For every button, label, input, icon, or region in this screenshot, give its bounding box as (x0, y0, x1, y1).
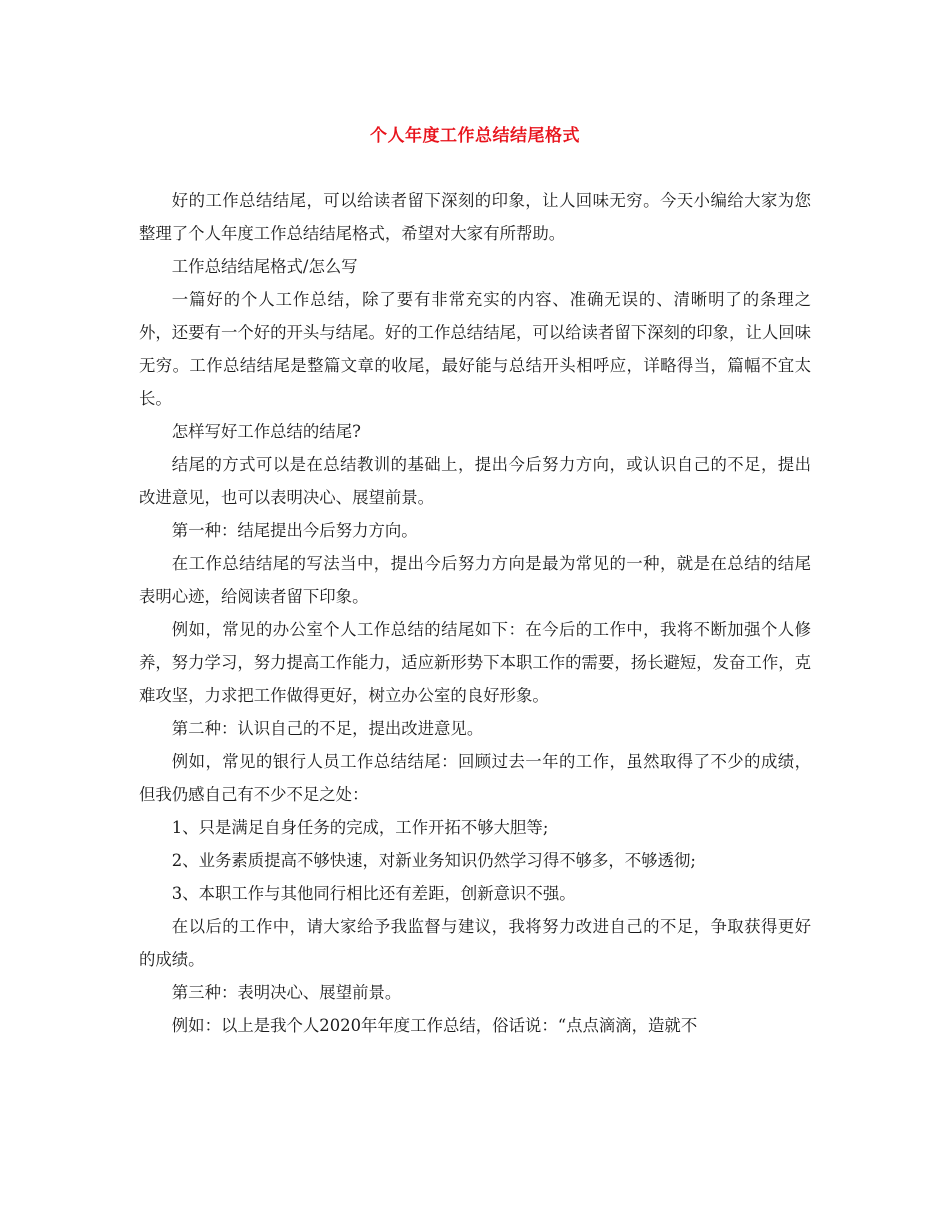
paragraph: 在以后的工作中，请大家给予我监督与建议，我将努力改进自己的不足，争取获得更好的成绩。 (139, 917, 811, 969)
list-item: 1、只是满足自身任务的完成，工作开拓不够大胆等; (171, 818, 549, 837)
section-heading-format: 工作总结结尾格式/怎么写 (171, 257, 358, 276)
method-heading-1: 第一种：结尾提出今后努力方向。 (171, 521, 418, 540)
method-heading-3: 第三种：表明决心、展望前景。 (171, 983, 402, 1002)
paragraph: 一篇好的个人工作总结，除了要有非常充实的内容、准确无误的、清晰明了的条理之外，还要有一个好的开头与结尾。好的工作总结结尾，可以给读者留下深刻的印象，让人回味无穷。工作总结结尾是整篇文章的收尾，最好能与总结开头相呼应，详略得当，篇幅不宜太长。 (139, 290, 812, 408)
list-item: 2、业务素质提高不够快速，对新业务知识仍然学习得不够多，不够透彻; (171, 851, 696, 870)
paragraph-example: 例如，常见的银行人员工作总结结尾：回顾过去一年的工作，虽然取得了不少的成绩，但我仍感自己有不少不足之处： (139, 752, 811, 804)
paragraph: 在工作总结结尾的写法当中，提出今后努力方向是最为常见的一种，就是在总结的结尾表明心迹，给阅读者留下印象。 (139, 554, 811, 606)
method-heading-2: 第二种：认识自己的不足，提出改进意见。 (171, 719, 484, 738)
paragraph-example: 例如：以上是我个人2020年年度工作总结，俗话说：“点点滴滴，造就不 (171, 1016, 698, 1035)
list-item: 3、本职工作与其他同行相比还有差距，创新意识不强。 (171, 884, 576, 903)
section-heading-how-to: 怎样写好工作总结的结尾? (171, 422, 361, 441)
paragraph: 结尾的方式可以是在总结教训的基础上，提出今后努力方向，或认识自己的不足，提出改进意见，也可以表明决心、展望前景。 (139, 455, 811, 507)
paragraph-intro: 好的工作总结结尾，可以给读者留下深刻的印象，让人回味无穷。今天小编给大家为您整理了个人年度工作总结结尾格式，希望对大家有所帮助。 (139, 191, 811, 243)
document-body (139, 184, 811, 1042)
document-title: 个人年度工作总结结尾格式 (370, 126, 580, 146)
paragraph-example: 例如，常见的办公室个人工作总结的结尾如下：在今后的工作中，我将不断加强个人修养，努力学习，努力提高工作能力，适应新形势下本职工作的需要，扬长避短，发奋工作，克难攻坚，力求把工作做得更好，树立办公室的良好形象。 (139, 620, 812, 705)
